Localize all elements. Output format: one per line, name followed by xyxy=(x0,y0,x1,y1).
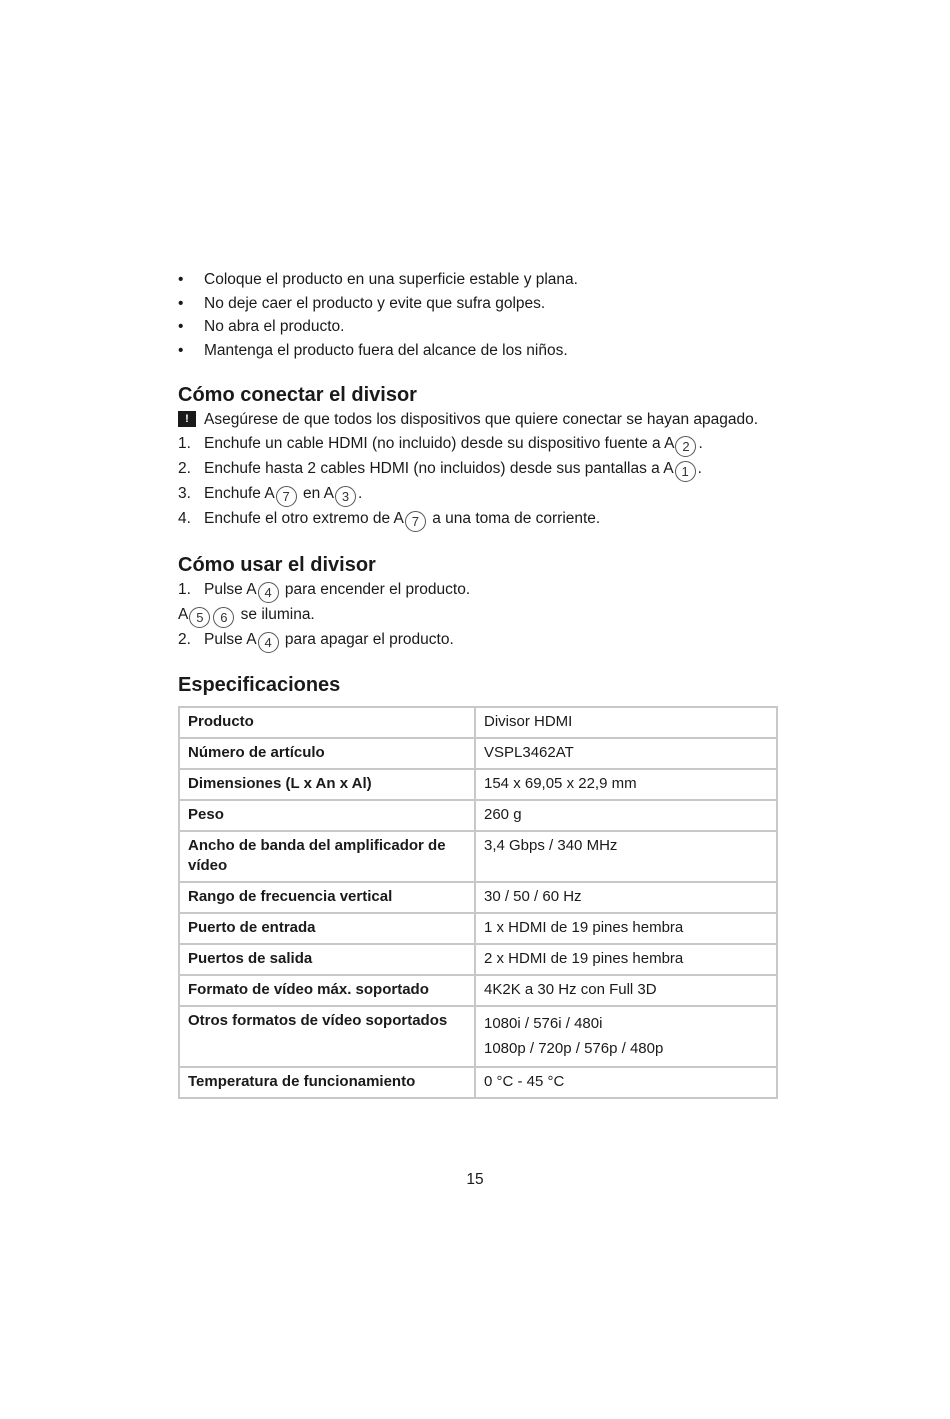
warning-note xyxy=(178,408,778,432)
callout-number: 7 xyxy=(276,486,297,507)
table-row: Ancho de banda del amplificador de vídeo 3,4 Gbps / 340 MHz xyxy=(179,831,777,882)
callout-number: 6 xyxy=(213,607,234,628)
table-row: Puerto de entrada 1 x HDMI de 19 pines hembra xyxy=(179,913,777,944)
list-item: • Coloque el producto en una superficie estable y plana. xyxy=(178,268,778,292)
table-row: Peso 260 g xyxy=(179,800,777,831)
connect-step-4: 4. Enchufe el otro extremo de A 7 a una toma de corriente. xyxy=(178,507,778,532)
section-heading-specs: Especificaciones xyxy=(178,674,341,696)
page-number: 15 xyxy=(466,1171,484,1188)
section-heading-use: Cómo usar el divisor xyxy=(178,554,376,576)
list-item: • No abra el producto. xyxy=(178,315,778,339)
use-note: A 5 6 se ilumina. xyxy=(178,603,778,628)
callout-number: 3 xyxy=(335,486,356,507)
callout-number: 4 xyxy=(258,632,279,653)
table-row: Número de artículo VSPL3462AT xyxy=(179,738,777,769)
specifications-table xyxy=(178,706,778,1099)
callout-number: 1 xyxy=(675,461,696,482)
connect-step-1: 1. Enchufe un cable HDMI (no incluido) desde su dispositivo fuente a A 2 . xyxy=(178,432,778,457)
warning-triangle-icon: ! xyxy=(178,411,196,427)
table-row: Temperatura de funcionamiento 0 °C - 45 °C xyxy=(179,1067,777,1098)
list-item: • No deje caer el producto y evite que sufra golpes. xyxy=(178,292,778,316)
callout-number: 5 xyxy=(189,607,210,628)
table-row: Dimensiones (L x An x Al) 154 x 69,05 x 22,9 mm xyxy=(179,769,777,800)
callout-number: 7 xyxy=(405,511,426,532)
table-row: Otros formatos de vídeo soportados 1080i / 576i / 480i 1080p / 720p / 576p / 480p xyxy=(179,1006,777,1067)
safety-bullet-list xyxy=(178,268,778,362)
table-row: Producto Divisor HDMI xyxy=(179,707,777,738)
section-heading-connect: Cómo conectar el divisor xyxy=(178,384,417,406)
list-item: • Mantenga el producto fuera del alcance de los niños. xyxy=(178,339,778,363)
callout-number: 2 xyxy=(675,436,696,457)
warning-text: Asegúrese de que todos los dispositivos que quiere conectar se hayan apagado. xyxy=(204,411,759,428)
use-step-1: 1. Pulse A 4 para encender el producto. xyxy=(178,578,778,603)
callout-number: 4 xyxy=(258,582,279,603)
page-content xyxy=(178,268,778,1099)
table-row: Rango de frecuencia vertical 30 / 50 / 60 Hz xyxy=(179,882,777,913)
use-step-2: 2. Pulse A 4 para apagar el producto. xyxy=(178,628,778,653)
table-row: Puertos de salida 2 x HDMI de 19 pines hembra xyxy=(179,944,777,975)
connect-step-3: 3. Enchufe A 7 en A 3 . xyxy=(178,482,778,507)
connect-step-2: 2. Enchufe hasta 2 cables HDMI (no incluidos) desde sus pantallas a A 1 . xyxy=(178,457,778,482)
table-row: Formato de vídeo máx. soportado 4K2K a 30 Hz con Full 3D xyxy=(179,975,777,1006)
